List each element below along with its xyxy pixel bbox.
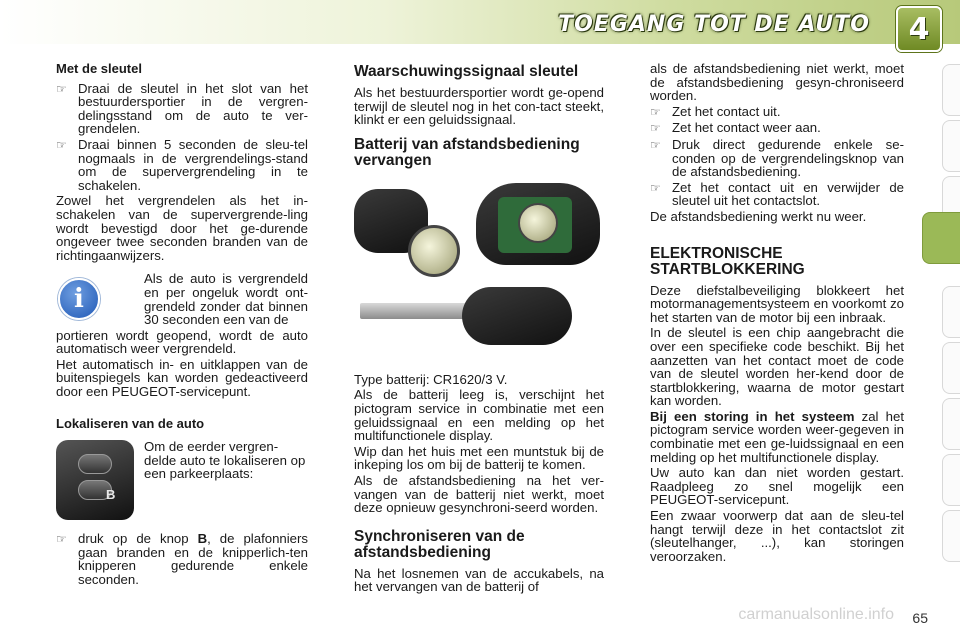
immob-paragraph-2: In de sleutel is een chip aangebracht die over een specifieke code beschikt. Bij het aanzetten van het contact moet de code van de sleutel worden her-kend door de startblokkering, waarna de motor gestart kan worden. bbox=[650, 325, 904, 409]
info-icon: i bbox=[58, 278, 100, 320]
page-header bbox=[0, 0, 960, 52]
heading-sync: Synchroniseren van de afstandsbediening bbox=[354, 527, 525, 561]
battery-resync-text: Als de afstandsbediening na het ver-vangen van de batterij niet werkt, moet deze opnieuw gesynchroni-seerd worden. bbox=[354, 472, 604, 516]
chapter-badge bbox=[896, 6, 942, 52]
column-right bbox=[650, 62, 904, 565]
chapter-tab-8[interactable] bbox=[942, 454, 960, 506]
bullet-text: Zet het contact uit. bbox=[672, 103, 781, 119]
bullet-text: Draai binnen 5 seconden de sleu-tel nogmaals in de vergrendelings-stand om de supervergrendeling in te schakelen. bbox=[78, 136, 308, 193]
pointing-hand-icon: ☞ bbox=[56, 532, 67, 547]
column-middle bbox=[354, 62, 604, 596]
chapter-tab-9[interactable] bbox=[942, 510, 960, 562]
chapter-title: TOEGANG TOT DE AUTO bbox=[558, 12, 870, 37]
bullet-text: Zet het contact uit en verwijder de sleutel uit het contactslot. bbox=[672, 179, 904, 209]
page-number: 65 bbox=[912, 610, 928, 626]
immob-paragraph-5: Een zwaar voorwerp dat aan de sleu-tel hangt terwijl deze in het contactslot zit (sleutelhanger, ...), kan storingen veroorzaken. bbox=[650, 508, 904, 564]
chapter-tab-2[interactable] bbox=[942, 120, 960, 172]
immob-paragraph-1: Deze diefstalbeveiliging blokkeert het motormanagementsysteem en voorkomt zo het starten van de motor bij een inbraak. bbox=[650, 282, 904, 325]
list-item bbox=[650, 138, 904, 179]
pointing-hand-icon: ☞ bbox=[650, 121, 661, 136]
list-item bbox=[650, 181, 904, 208]
chapter-tabs bbox=[936, 64, 960, 594]
locate-bullet-before: druk op de knop bbox=[78, 531, 198, 547]
chapter-tab-1[interactable] bbox=[942, 64, 960, 116]
list-item bbox=[650, 121, 904, 136]
chapter-tab-4-active[interactable] bbox=[922, 212, 960, 264]
bullet-text: Draai de sleutel in het slot van het bestuurdersportier in de vergren-delingsstand om de auto te ver-grendelen. bbox=[78, 80, 308, 137]
chapter-tab-6[interactable] bbox=[942, 342, 960, 394]
battery-type: Type batterij: CR1620/3 V. bbox=[354, 371, 508, 387]
battery-low-text: Als de batterij leeg is, verschijnt het pictogram service in combinatie met een geluidssignaal en een melding op het multifunctionele display. bbox=[354, 387, 604, 444]
heading-warning-signal: Waarschuwingssignaal sleutel bbox=[354, 63, 579, 80]
heading-key: Met de sleutel bbox=[56, 61, 142, 76]
info-text-indented: Als de auto is vergrendeld en per ongeluk wordt ont-grendeld zonder dat binnen 30 seconden een van de bbox=[144, 271, 308, 328]
list-item bbox=[56, 82, 308, 136]
chapter-number: 4 bbox=[908, 11, 930, 47]
warning-text: Als het bestuurdersportier wordt ge-opend terwijl de sleutel nog in het con-tact steekt, klinkt er een geluidssignaal. bbox=[354, 85, 604, 128]
info-note bbox=[56, 272, 308, 356]
key-fob-closed bbox=[462, 287, 572, 345]
battery-open-text: Wip dan het huis met een muntstuk bij de inkeping los om bij de batterij te komen. bbox=[354, 443, 604, 473]
sync-done: De afstandsbediening werkt nu weer. bbox=[650, 208, 867, 224]
remote-key-image bbox=[56, 440, 134, 520]
info-text-full: portieren wordt geopend, wordt de auto automatisch weer vergrendeld. bbox=[56, 327, 308, 357]
remote-button-b-label: B bbox=[106, 487, 116, 503]
bullet-text: Druk direct gedurende enkele se-conden op de vergrendelingsknop van de afstandsbediening. bbox=[672, 136, 904, 180]
chapter-tab-7[interactable] bbox=[942, 398, 960, 450]
remote-lock-button bbox=[78, 454, 112, 474]
locate-block bbox=[56, 440, 308, 520]
pointing-hand-icon: ☞ bbox=[650, 104, 661, 119]
locate-bullet-after: , de plafonniers gaan branden en de knipperlich-ten knipperen gedurende enkele seconden. bbox=[78, 531, 308, 588]
column-left bbox=[56, 62, 308, 589]
sync-continued: als de afstandsbediening niet werkt, moet de afstandsbediening gesyn-chroniseerd worden. bbox=[650, 61, 904, 104]
heading-immobilizer: ELEKTRONISCHE STARTBLOKKERING bbox=[650, 244, 805, 278]
locate-bullet-bold: B bbox=[197, 531, 208, 547]
pointing-hand-icon: ☞ bbox=[56, 137, 67, 152]
battery-slot bbox=[518, 203, 558, 243]
immob-p3-rest: zal het pictogram service worden weer-gegeven in combinatie met een ge-luidssignaal en een melding op het multifunctionele display. bbox=[650, 408, 904, 465]
list-item bbox=[650, 105, 904, 120]
key-blade bbox=[360, 303, 470, 319]
battery-cell bbox=[408, 225, 460, 277]
list-item bbox=[56, 138, 308, 192]
locate-text: Om de eerder vergren-delde auto te lokaliseren op een parkeerplaats: bbox=[144, 439, 306, 482]
pointing-hand-icon: ☞ bbox=[650, 137, 661, 152]
bullet-text bbox=[78, 532, 308, 586]
immob-p3-bold: Bij een storing in het systeem bbox=[650, 408, 855, 424]
pointing-hand-icon: ☞ bbox=[56, 81, 67, 96]
bullet-text: Zet het contact weer aan. bbox=[672, 120, 821, 136]
paragraph-unlock-confirm: Zowel het vergrendelen als het in-schakelen van de supervergrende-ling wordt bevestigd door het ge-durende ongeveer twee seconden branden van de richtingaanwijzers. bbox=[56, 193, 308, 263]
immob-paragraph-3 bbox=[650, 410, 904, 464]
heading-battery: Batterij van afstandsbediening vervangen bbox=[354, 135, 580, 169]
key-battery-image bbox=[350, 179, 606, 357]
watermark: carmanualsonline.info bbox=[738, 606, 894, 623]
sync-text: Na het losnemen van de accukabels, na het vervangen van de batterij of bbox=[354, 565, 604, 595]
paragraph-mirrors: Het automatisch in- en uitklappen van de buitenspiegels kan worden gedeactiveerd door een PEUGEOT-servicepunt. bbox=[56, 356, 308, 400]
list-item bbox=[56, 532, 308, 586]
pointing-hand-icon: ☞ bbox=[650, 180, 661, 195]
heading-locate: Lokaliseren van de auto bbox=[56, 415, 205, 431]
immob-paragraph-4: Uw auto kan dan niet worden gestart. Raadpleeg zo snel mogelijk een PEUGEOT-servicepunt. bbox=[650, 465, 904, 508]
chapter-tab-5[interactable] bbox=[942, 286, 960, 338]
